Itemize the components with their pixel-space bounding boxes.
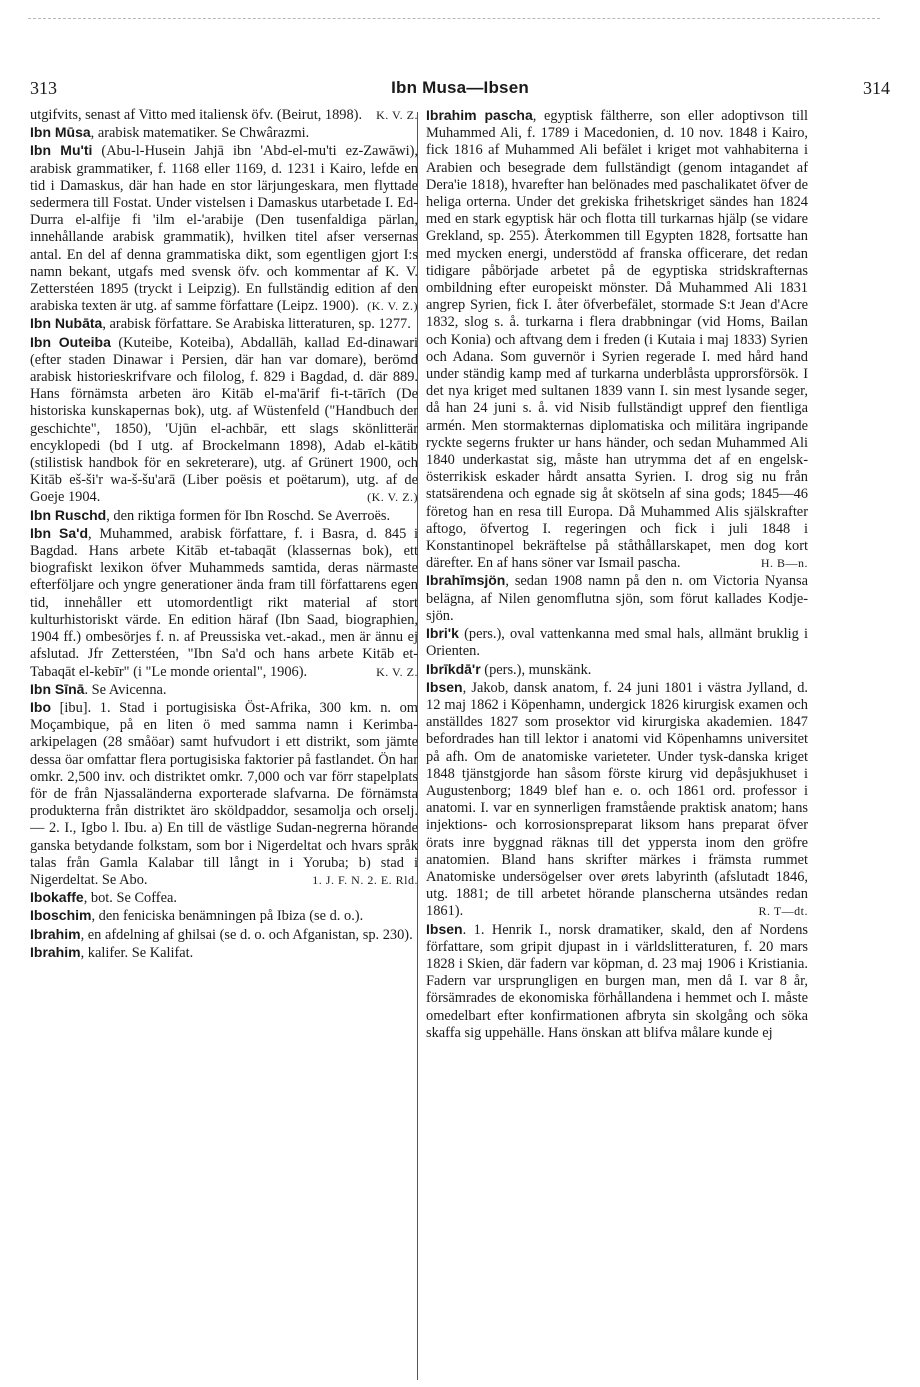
dictionary-entry	[30, 525, 418, 681]
dictionary-entry	[426, 625, 808, 660]
entry-text: , den riktiga formen för Ibn Roschd. Se Averroës.	[106, 507, 391, 524]
dictionary-entry	[30, 124, 418, 142]
author-signature: (K. V. Z.)	[367, 299, 418, 314]
entry-headword: Ibokaffe	[30, 889, 84, 906]
entry-headword: Ibsen	[426, 678, 463, 695]
entry-headword: Ibrīkdā'r	[426, 660, 481, 677]
entry-headword: Ibrahim	[30, 943, 81, 960]
dictionary-entry	[30, 315, 418, 333]
author-signature: (K. V. Z.)	[367, 490, 418, 505]
top-scan-line	[28, 18, 880, 19]
entry-headword: Ibn Outeiba	[30, 333, 111, 350]
dictionary-entry	[30, 334, 418, 507]
dictionary-entry	[30, 507, 418, 525]
author-signature: K. V. Z.	[376, 108, 418, 122]
entry-text: . Se Avicenna.	[84, 681, 167, 698]
entry-headword: Ibn Mu'ti	[30, 142, 93, 159]
left-column	[30, 107, 418, 1377]
entry-text: (pers.), munskänk.	[480, 661, 592, 678]
entry-headword: Ibrahim	[30, 925, 81, 942]
right-column	[426, 107, 808, 1377]
entry-headword: Ibn Mūsa	[30, 124, 91, 141]
entry-text: , en afdelning af ghilsai (se d. o. och Afganistan, sp. 230).	[80, 926, 413, 943]
entry-text: utgifvits, senast af Vitto med italiensk öfv. (Beirut, 1898).	[30, 107, 363, 123]
entry-headword: Ibo	[30, 698, 51, 715]
entry-text: (pers.), oval vattenkanna med smal hals, allmänt bruklig i Orienten.	[426, 626, 808, 660]
dictionary-entry	[426, 661, 808, 679]
page-number-left: 313	[30, 78, 57, 98]
entry-text: , sedan 1908 namn på den n. om Victoria Nyansa belägna, af Nilen genomflutna sjön, som förut kallades Kodje-sjön.	[426, 573, 808, 624]
entry-headword: Ibrahīmsjön	[426, 572, 506, 589]
entry-headword: Iboschim	[30, 907, 92, 924]
entry-headword: Ibrahim pascha	[426, 107, 533, 123]
entry-text: , bot. Se Coffea.	[83, 890, 177, 907]
entry-text: [ibu]. 1. Stad i portugisiska Öst-Afrika, 300 km. n. om Moçambique, på en liten ö med samma namn i Kerimba-arkipelagen (28 småöar) samt hufvudort i ett distrikt, som jämte dessa öar omfattar flera portugisiska faktorier på fastlandet. Ön har omkr. 2,500 inv. och distriktet omkr. 7,000 och var förr stapelplats för de från Njassaländerna exporterade slafvarna. De förnämsta produkterna från distriktet äro sköldpaddor, sesamolja och orselj. — 2. I., Igbo l. Ibu. a) En till de västlige Sudan-negrerna hörande ganska betydande folkstam, som bor i Nigerdeltat och hvars språk talas från Gamla Kalabar till långt in i Yoruba; b) stad i Nigerdeltat. Se Abo.	[30, 699, 418, 888]
entry-text: , egyptisk fältherre, son eller adoptivson till Muhammed Ali, f. 1789 i Macedonien, d. 10 nov. 1848 i Kairo, fick 1816 af Muhammed Ali befälet i kriget mot vahhabiterna i Arabien och besegrade dem fullständigt (genom intagandet af Dera'ie 1818), hvarefter han belönades med paschalikatet öfver de heliga orterna. Under det grekiska frihetskriget sändes han 1824 med en stark egyptisk här och flotta till turkarnas hjälp (se vidare Grekland, sp. 255). Återkommen till Egypten 1828, fortsatte han med mycken energi, understödd af franska officerare, det redan tidigare påbörjade arbetet på de egyptiska stridskrafternas ombildning efter europeiskt mönster. Då Muhammed Ali 1831 angrep Syrien, fick I. åter öfverbefälet, stormade S:t Jean d'Acre 1832, slog s. å. turkarna i flera drabbningar (vid Homs, Bailan och Konia) och aftvang dem i freden (i Kutaia i maj 1833) Syrien och Adana. Som guvernör i Syrien regerade I. med hård hand under ständig kamp med af turkarna underblåsta upprorsförsök. I det nya kriget med sultanen 1839 vann I. sin mest lysande seger, då han 24 juni s. å. vid Nisib fullständigt uppref den fientliga armén. Men stormakternas diplomatiska och militära ingripande ryckte segerns frukter ur hans händer, och sedan Muhammed Ali 1840 underkastat sig, måste han utrymma det af en engelsk-österrikisk eskader hårdt ansatta Syrien. I. drog sig nu från statsärendena och egnade sig åt skötseln af sina gods; 1845—46 företog han en resa till Europa. Då Muhammed Alis själskrafter aftogo, öfvertog I. regeringen och fick i juli 1848 i Konstantinopel bekräftelse på ståthållarskapet, men dog kort därefter. En af hans söner var Ismail pascha.	[426, 108, 808, 572]
entry-text: , Muhammed, arabisk författare, f. i Basra, d. 845 i Bagdad. Hans arbete Kitāb et-tabaqāt (klassernas bok), ett biografiskt lexikon öfver Muhammeds samtida, deras närmaste efterföljare och yngre generationer ända fram till författarens egen tid, innehåller ett utomordentligt rikt material af stort kulturhistoriskt värde. En edition häraf (Ibn Saad, biographien, 1904 ff.) ombesörjes f. n. af Preussiska vet.-akad., men är ännu ej afslutad. Jfr Zetterstéen, "Ibn Sa'd och hans arbete Kitāb et-Tabaqāt el-kebīr" (i "Le monde oriental", 1906).	[30, 525, 418, 680]
dictionary-entry	[30, 142, 418, 315]
entry-text: , arabisk matematiker. Se Chwârazmi.	[90, 125, 310, 142]
entry-headword: Ibri'k	[426, 625, 459, 642]
entry-text: . 1. Henrik I., norsk dramatiker, skald, den af Nordens författare, som gripit djupast in i världslitteraturen, f. 20 mars 1828 i Skien, där fadern var köpman, d. 23 maj 1906 i Kristiania. Fadern var ursprungligen en burgen man, men då I. var 8 år, försämrades de ekonomiska förhållandena i hemmet och I. måste omedelbart efter konfirmationen afbryta sin skolgång och söka skaffa sig uppehälle. Hans önskan att blifva målare kunde ej	[426, 921, 808, 1041]
dictionary-entry	[30, 944, 418, 962]
dictionary-entry	[426, 572, 808, 625]
dictionary-entry	[30, 107, 418, 124]
entry-text: , den feniciska benämningen på Ibiza (se d. o.).	[91, 908, 364, 925]
entry-text: , arabisk författare. Se Arabiska litteraturen, sp. 1277.	[102, 316, 411, 333]
dictionary-entry	[30, 681, 418, 699]
dictionary-entry	[30, 926, 418, 944]
entry-headword: Ibn Sa'd	[30, 524, 89, 541]
dictionary-entry	[426, 107, 808, 572]
entry-text: , Jakob, dansk anatom, f. 24 juni 1801 i västra Jylland, d. 12 maj 1862 i Köpenhamn, undergick 1826 kirurgisk examen och anställdes 1827 som prosektor vid kirurgiska akademien. 1847 befordrades han till lektor i anatomi vid Köpenhamns universitet på afh. Om de anatomiske varieteter. Under tysk-danska kriget 1848 tjänstgjorde han såsom förste kirurg vid depåsjukhuset i Augustenborg; 1849 blef han e. o. och 1861 ord. professor i anatomi. I. var en synnerligen framstående praktisk anatom; hans injektions- och korrosionspreparat liksom hans preparat öfver örats inre byggnad räknas till det yppersta inom den gröfre anatomien. Bland hans skrifter märkes i främsta rummet Anatomiske undersögelser over ørets labyrinth (afslutadt 1846, utg. 1881; de till arbetet hörande planscherna utsändes redan 1861).	[426, 679, 808, 920]
dictionary-entry	[30, 699, 418, 889]
entry-headword: Ibn Sīnā	[30, 680, 85, 697]
running-title: Ibn Musa—Ibsen	[391, 78, 529, 97]
entry-text: , kalifer. Se Kalifat.	[80, 944, 194, 961]
dictionary-entry	[426, 921, 808, 1042]
entry-headword: Ibn Nubāta	[30, 315, 103, 332]
page-number-right: 314	[863, 78, 890, 98]
author-signature: H. B—n.	[760, 556, 808, 571]
author-signature: K. V. Z.	[376, 664, 418, 679]
dictionary-entry	[30, 889, 418, 907]
page-header	[30, 78, 890, 100]
entry-headword: Ibsen	[426, 920, 463, 937]
entry-headword: Ibn Ruschd	[30, 506, 107, 523]
entry-text: (Kuteibe, Koteiba), Abdallāh, kallad Ed-dinawari (efter staden Dinawar i Persien, där han var domare), berömd arabisk historieskrifvare och filolog, f. 829 i Bagdad, d. där 889. Hans förnämsta arbeten äro Kitāb el-ma'ārif fi-t-tārīch (De historiska kunskapernas bok), utg. af Wüstenfeld ("Handbuch der geschichte", 1850), 'Ujūn el-achbār, ett slags skönlitterär encyklopedi (bd I utg. af Brockelmann 1898), Adab el-kātib (stilistisk handbok för en sekreterare), utg. af Grünert 1900, och Kitāb eš-ši'r wa-š-šu'arā (Liber poësis et poëtarum), utg. af de Goeje 1904.	[30, 334, 418, 506]
dictionary-entry	[426, 679, 808, 921]
dictionary-entry	[30, 907, 418, 925]
author-signature: 1. J. F. N. 2. E. Rld.	[312, 872, 418, 887]
entry-text: (Abu-l-Husein Jahjā ibn 'Abd-el-mu'ti ez-Zawāwi), arabisk grammatiker, f. 1168 eller 1169, d. 1231 i Kairo, lefde en tid i Damaskus, där han hade en stor lärjungeskara, men flyttade sedermera till Fostat. Under vistelsen i Damaskus utarbetade I. Ed-Durra el-alfije fi 'ilm el-'arabije (Den tusenfaldiga pärlan, innehållande arabisk grammatik), hvilken titel afser versernas antal. En del af denna grammatiska dikt, som egentligen gjort I:s namn bekant, utgafs med svensk öfv. och kommentar af K. V. Zetterstéen 1895 (tryckt i Leipzig). En fullständig edition af den arabiska texten är utg. af samme författare (Leipz. 1900).	[30, 143, 418, 315]
author-signature: R. T—dt.	[758, 904, 808, 919]
